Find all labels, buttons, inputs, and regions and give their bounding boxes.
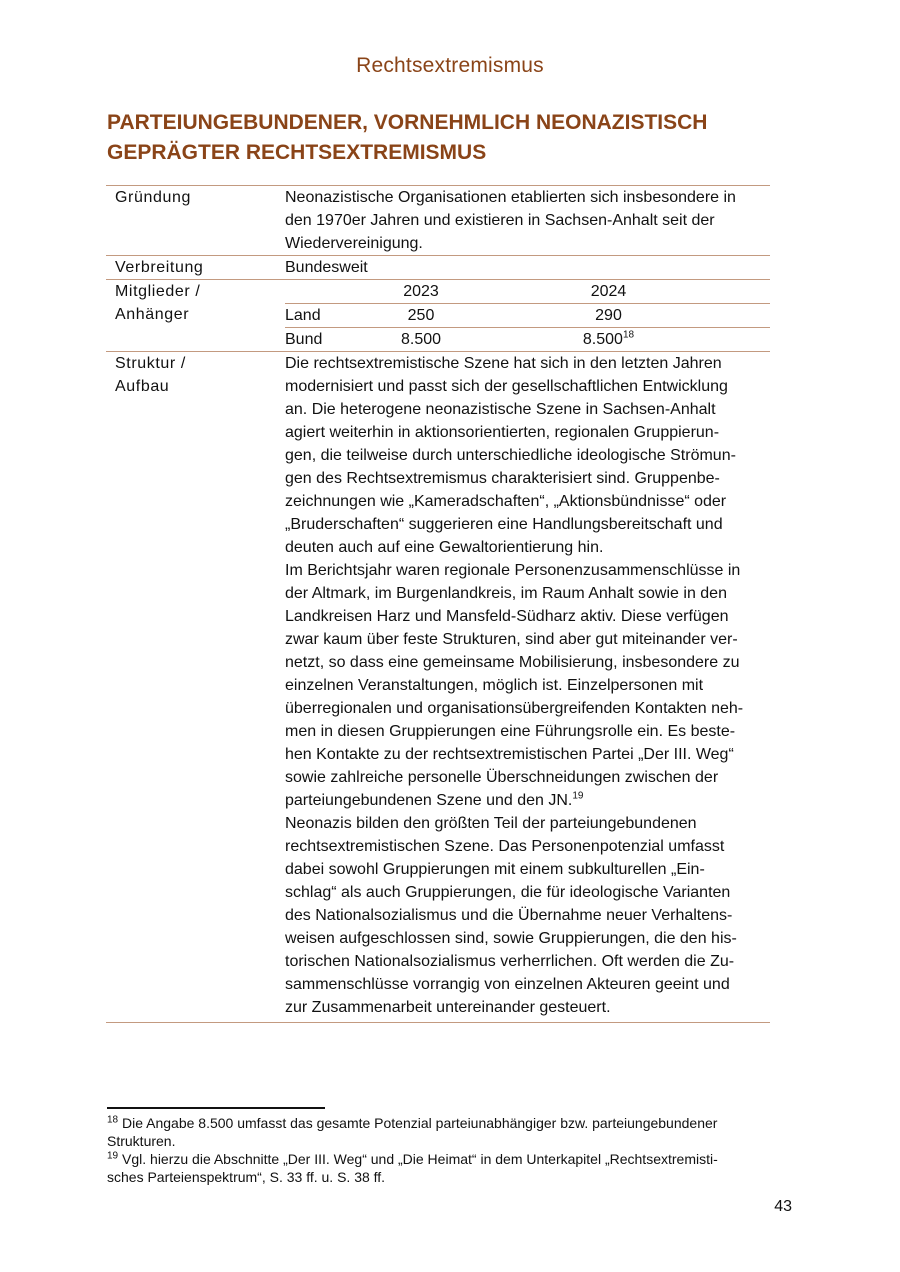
struktur-line: gen des Rechtsextremismus charakterisiert sind. Gruppenbe- <box>285 470 720 487</box>
struktur-line: rechtsextremistischen Szene. Das Personenpotenzial umfasst <box>285 838 725 855</box>
struktur-line: „Bruderschaften“ suggerieren eine Handlungsbereitschaft und <box>285 516 723 533</box>
members-year-2: 2024 <box>590 283 627 300</box>
struktur-line: zur Zusammenarbeit untereinander gesteuert. <box>285 999 611 1016</box>
struktur-line: schlag“ als auch Gruppierungen, die für ideologische Varianten <box>285 884 731 901</box>
struktur-line: hen Kontakte zu der rechtsextremistischen Partei „Der III. Weg“ <box>285 746 734 763</box>
struktur-line: sowie zahlreiche personelle Überschneidungen zwischen der <box>285 769 719 786</box>
footnote-ref-18[interactable]: 18 <box>622 329 635 341</box>
running-header: Rechtsextremismus <box>356 54 544 77</box>
value-verbreitung: Bundesweit <box>285 256 770 280</box>
members-cell <box>285 280 770 352</box>
label-gruendung: Gründung <box>106 186 285 256</box>
members-value-2024 <box>467 328 770 352</box>
struktur-line: der Altmark, im Burgenlandkreis, im Raum Anhalt sowie in den <box>285 585 727 602</box>
label-mitglieder-line-1: Mitglieder / <box>115 283 201 300</box>
struktur-line: Die rechtsextremistische Szene hat sich in den letzten Jahren <box>285 355 722 372</box>
struktur-line: parteiungebundenen Szene und den JN. <box>285 792 573 809</box>
footnote-divider <box>107 1107 325 1109</box>
members-value-2023: 250 <box>375 304 467 328</box>
struktur-line: sammenschlüsse vorrangig von einzelnen Akteuren geeint und <box>285 976 730 993</box>
members-header-row <box>285 280 770 304</box>
members-header-empty <box>285 280 375 304</box>
struktur-line: weisen aufgeschlossen sind, sowie Gruppierungen, die den his- <box>285 930 737 947</box>
footnote-19 <box>107 1150 787 1186</box>
label-struktur-line-2: Aufbau <box>115 378 170 395</box>
footnote-text: Die Angabe 8.500 umfasst das gesamte Potenzial parteiunabhängiger bzw. parteiungebundener <box>118 1115 718 1131</box>
row-gruendung <box>106 186 770 256</box>
label-struktur-line-1: Struktur / <box>115 355 186 372</box>
footnote-mark: 19 <box>107 1150 119 1162</box>
members-row-label: Bund <box>285 328 375 352</box>
footnote-18 <box>107 1114 787 1150</box>
label-struktur <box>106 352 285 1023</box>
struktur-line: agiert weiterhin in aktionsorientierten, regionalen Gruppierun- <box>285 424 720 441</box>
struktur-line: netzt, so dass eine gemeinsame Mobilisierung, insbesondere zu <box>285 654 740 671</box>
row-mitglieder <box>106 280 770 352</box>
footnote-text-continued: sches Parteienspektrum“, S. 33 ff. u. S. 38 ff. <box>107 1169 386 1185</box>
gruendung-line: Wiedervereinigung. <box>285 235 423 252</box>
struktur-line: men in diesen Gruppierungen eine Führungsrolle ein. Es beste- <box>285 723 736 740</box>
struktur-line: Im Berichtsjahr waren regionale Personenzusammenschlüsse in <box>285 562 741 579</box>
gruendung-line: den 1970er Jahren und existieren in Sachsen-Anhalt seit der <box>285 212 715 229</box>
struktur-line: deuten auch auf eine Gewaltorientierung hin. <box>285 539 604 556</box>
struktur-line: überregionalen und organisationsübergreifenden Kontakten neh- <box>285 700 744 717</box>
footnote-ref-19[interactable]: 19 <box>572 790 584 802</box>
footnote-text: Vgl. hierzu die Abschnitte „Der III. Weg“ und „Die Heimat“ in dem Unterkapitel „Rechtsextremisti- <box>118 1151 718 1167</box>
struktur-line: dabei sowohl Gruppierungen mit einem subkulturellen „Ein- <box>285 861 705 878</box>
label-verbreitung: Verbreitung <box>106 256 285 280</box>
struktur-line: einzelnen Veranstaltungen, möglich ist. Einzelpersonen mit <box>285 677 704 694</box>
struktur-line: an. Die heterogene neonazistische Szene in Sachsen-Anhalt <box>285 401 716 418</box>
members-row-land <box>285 304 770 328</box>
struktur-line: Landkreisen Harz und Mansfeld-Südharz aktiv. Diese verfügen <box>285 608 729 625</box>
struktur-line: zeichnungen wie „Kameradschaften“, „Aktionsbündnisse“ oder <box>285 493 727 510</box>
footnote-text-continued: Strukturen. <box>107 1133 176 1149</box>
members-table <box>285 280 770 351</box>
footnote-mark: 18 <box>107 1114 119 1126</box>
members-value-text: 8.500 <box>582 331 623 348</box>
label-mitglieder <box>106 280 285 352</box>
struktur-line: torischen Nationalsozialismus verherrlichen. Oft werden die Zu- <box>285 953 735 970</box>
members-value-2023: 8.500 <box>375 328 467 352</box>
struktur-line: Neonazis bilden den größten Teil der parteiungebundenen <box>285 815 697 832</box>
members-value-2024: 290 <box>467 304 770 328</box>
section-title-line-2: GEPRÄGTER RECHTSEXTREMISMUS <box>107 141 487 164</box>
section-title-line-1: PARTEIUNGEBUNDENER, VORNEHMLICH NEONAZISTISCH <box>107 111 708 134</box>
members-row-bund <box>285 328 770 352</box>
gruendung-line: Neonazistische Organisationen etablierten sich insbesondere in <box>285 189 736 206</box>
struktur-line: des Nationalsozialismus und die Übernahme neuer Verhaltens- <box>285 907 733 924</box>
profile-table <box>106 185 770 1023</box>
row-verbreitung <box>106 256 770 280</box>
members-year-1: 2023 <box>403 283 439 300</box>
members-row-label: Land <box>285 304 375 328</box>
page-number: 43 <box>774 1198 792 1215</box>
footnotes <box>107 1114 787 1186</box>
struktur-line: gen, die teilweise durch unterschiedliche ideologische Strömun- <box>285 447 736 464</box>
value-gruendung <box>285 186 770 256</box>
struktur-line: modernisiert und passt sich der gesellschaftlichen Entwicklung <box>285 378 728 395</box>
struktur-line: zwar kaum über feste Strukturen, sind aber gut miteinander ver- <box>285 631 738 648</box>
section-title <box>107 108 787 168</box>
row-struktur <box>106 352 770 1023</box>
struktur-text <box>285 352 770 1023</box>
label-mitglieder-line-2: Anhänger <box>115 306 190 323</box>
